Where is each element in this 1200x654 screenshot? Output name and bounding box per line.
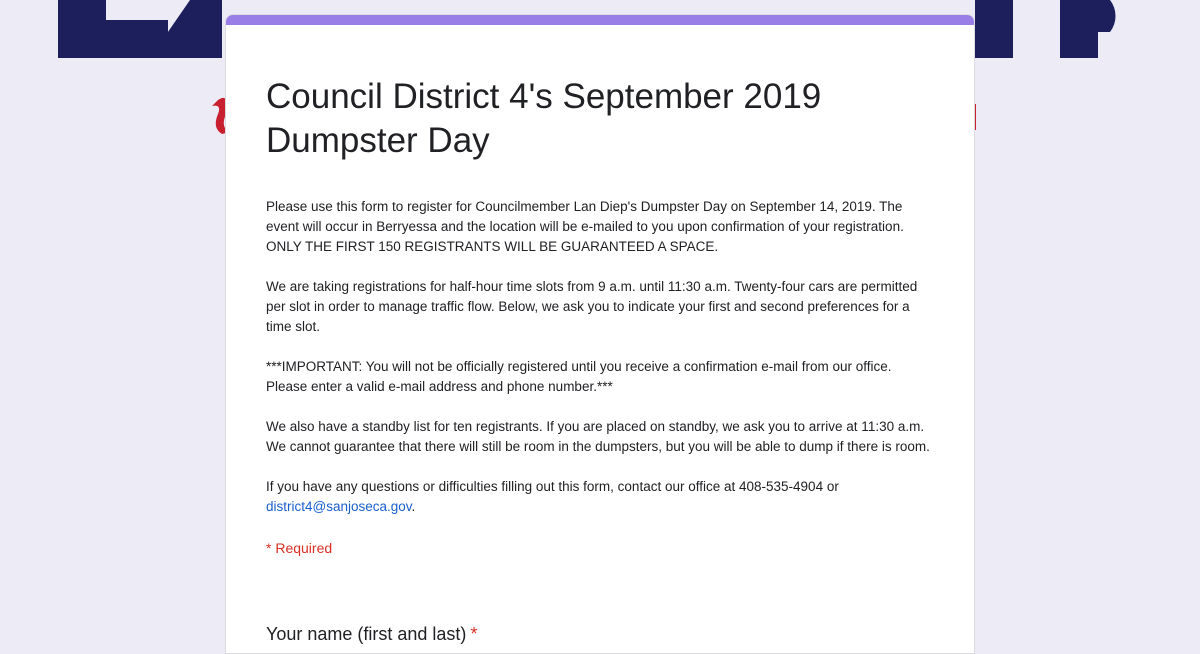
description-paragraph: ***IMPORTANT: You will not be officially registered until you receive a confirmation e-mail from our office. Please enter a valid e-mail address and phone number.***: [266, 359, 892, 394]
form-description: [266, 197, 934, 517]
contact-suffix: .: [411, 499, 416, 514]
form-accent-bar: [226, 15, 974, 25]
contact-paragraph: [266, 477, 934, 517]
contact-email-link[interactable]: district4@sanjoseca.gov: [266, 499, 412, 514]
description-paragraph: We are taking registrations for half-hour time slots from 9 a.m. until 11:30 a.m. Twenty-four cars are permitted per slot in order to manage traffic flow. Below, we ask you to indicate your first and second preferences for a time slot.: [266, 279, 918, 334]
required-asterisk: *: [470, 624, 478, 644]
contact-text: If you have any questions or difficulties filling out this form, contact our office at 408-535-4904 or: [266, 479, 839, 494]
form-title: Council District 4's September 2019 Dumpster Day: [266, 77, 822, 160]
description-paragraph: We also have a standby list for ten registrants. If you are placed on standby, we ask you to arrive at 11:30 a.m. We cannot guarantee that there will still be room in the dumpsters, but you will be able to dump if there is room.: [266, 419, 930, 454]
form-header: [226, 25, 974, 556]
description-paragraph: Please use this form to register for Councilmember Lan Diep's Dumpster Day on September 14, 2019. The event will occur in Berryessa and the location will be e-mailed to you upon confirmation of your registration. ONLY THE FIRST 150 REGISTRANTS WILL BE GUARANTEED A SPACE.: [266, 199, 904, 254]
question-title: Your name (first and last): [266, 624, 467, 644]
form-card: [225, 14, 975, 654]
required-note: * Required: [266, 540, 333, 556]
question-name-label: [266, 624, 477, 645]
